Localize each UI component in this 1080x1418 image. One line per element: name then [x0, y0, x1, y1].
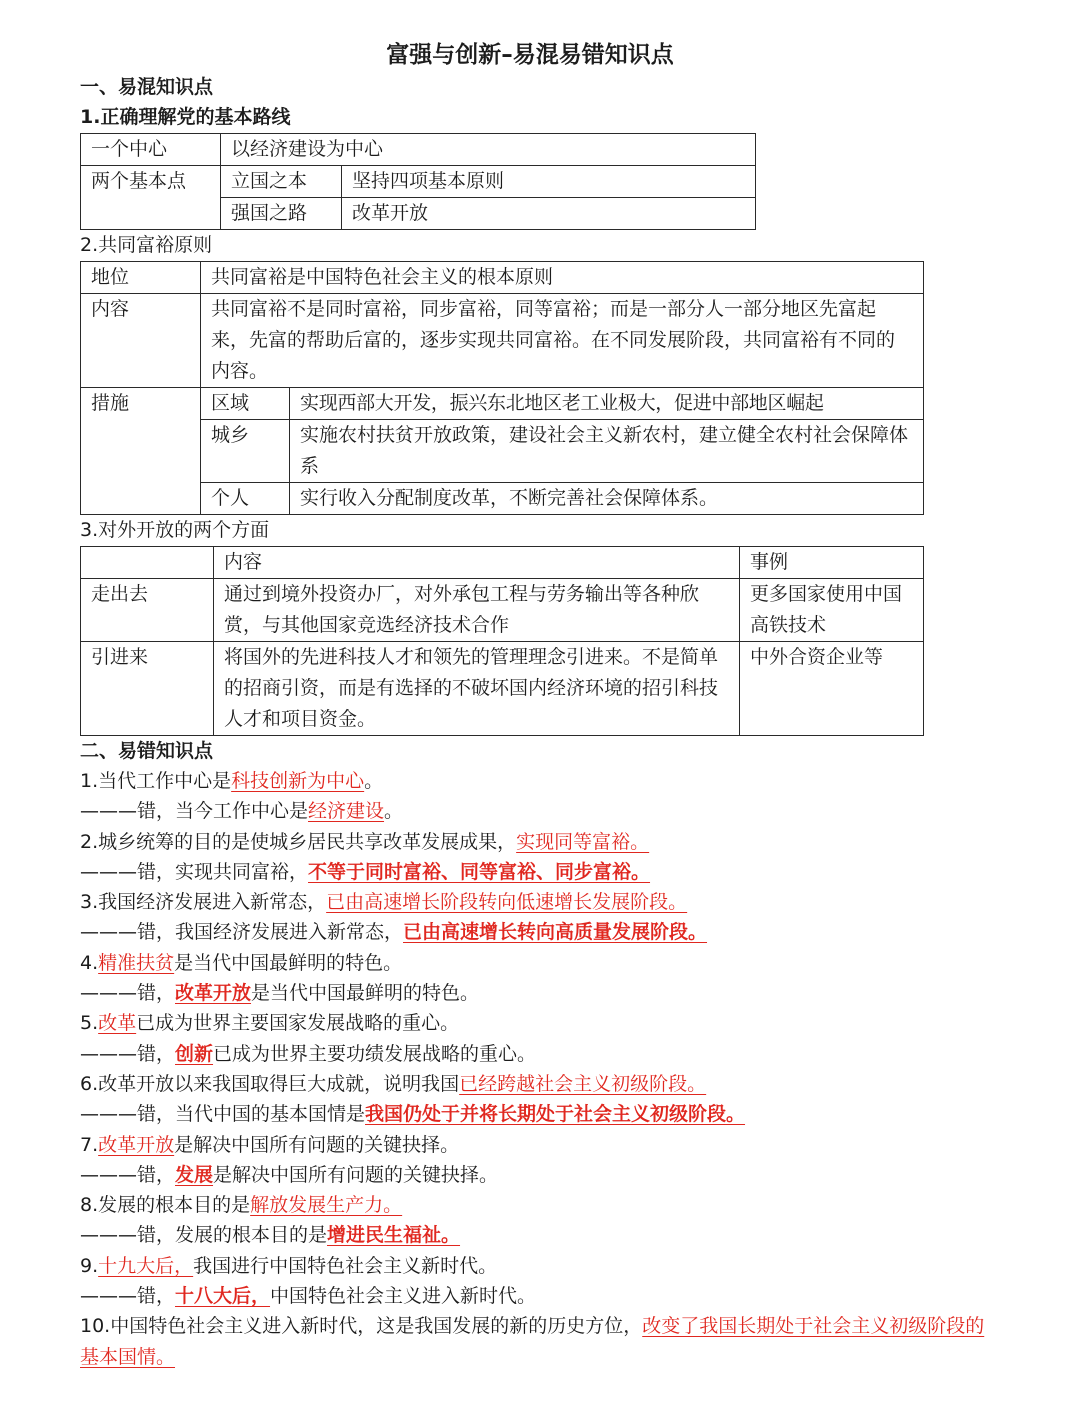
- table-cell: 区域: [201, 388, 290, 420]
- statement-text: 4.: [80, 951, 99, 974]
- table-cell: 共同富裕不是同时富裕，同步富裕，同等富裕；而是一部分人一部分地区先富起来，先富的帮助后富的，逐步实现共同富裕。在不同发展阶段，共同富裕有不同的内容。: [201, 294, 924, 388]
- list-item: [80, 1251, 1000, 1281]
- table-cell: 走出去: [81, 579, 214, 642]
- table-cell: 立国之本: [221, 166, 342, 198]
- correction-text: 。: [384, 800, 404, 823]
- table1-heading: 1.正确理解党的基本路线: [80, 106, 291, 128]
- correct-highlight: 创新: [175, 1042, 214, 1065]
- mistake-list: [80, 766, 1000, 1372]
- list-item: [80, 796, 1000, 826]
- correction-text: ———错，: [80, 1163, 176, 1186]
- statement-text: 5.: [80, 1012, 99, 1035]
- table-cell: 地位: [81, 262, 201, 294]
- statement-text: 6.改革开放以来我国取得巨大成就，说明我国: [80, 1072, 460, 1095]
- list-item: [80, 917, 1000, 947]
- statement-text: 9.: [80, 1254, 99, 1277]
- table-cell: 强国之路: [221, 198, 342, 230]
- table-cell: 共同富裕是中国特色社会主义的根本原则: [201, 262, 924, 294]
- correction-text: ———错，: [80, 982, 176, 1005]
- statement-text: 8.发展的根本目的是: [80, 1194, 251, 1217]
- list-item: [80, 1099, 1000, 1129]
- statement-text: 是当代中国最鲜明的特色。: [174, 951, 403, 974]
- wrong-highlight: 科技创新为中心: [231, 770, 365, 792]
- wrong-highlight: 十九大后，: [98, 1254, 194, 1277]
- opening-up-table: [80, 546, 924, 736]
- common-prosperity-table: [80, 261, 924, 515]
- section-heading-confusing: 一、易混知识点: [80, 76, 214, 98]
- correction-text: ———错，发展的根本目的是: [80, 1224, 328, 1247]
- table-cell: 改革开放: [342, 198, 756, 230]
- table-cell: 将国外的先进科技人才和领先的管理理念引进来。不是简单的招商引资，而是有选择的不破坏国内经济环境的招引科技人才和项目资金。: [214, 642, 740, 736]
- correction-text: ———错，我国经济发展进入新常态，: [80, 921, 404, 944]
- list-item: [80, 1039, 1000, 1069]
- list-item: [80, 887, 1000, 917]
- table-cell: 个人: [201, 483, 290, 515]
- wrong-highlight: 已经跨越社会主义初级阶段。: [459, 1072, 707, 1095]
- table-cell: [81, 547, 214, 579]
- correction-text: ———错，当今工作中心是: [80, 800, 309, 823]
- table-cell: 中外合资企业等: [740, 642, 924, 736]
- wrong-highlight: 实现同等富裕。: [516, 830, 650, 853]
- correction-text: 中国特色社会主义进入新时代。: [270, 1285, 537, 1308]
- list-item: [80, 1311, 990, 1372]
- table-cell: 城乡: [201, 420, 290, 483]
- list-item: [80, 766, 1000, 796]
- statement-text: 7.: [80, 1133, 99, 1156]
- statement-text: 10.中国特色社会主义进入新时代，这是我国发展的新的历史方位，: [80, 1315, 643, 1338]
- wrong-highlight: 改革: [98, 1012, 137, 1035]
- statement-text: 3.我国经济发展进入新常态，: [80, 891, 327, 914]
- statement-text: 我国进行中国特色社会主义新时代。: [193, 1254, 498, 1277]
- list-item: [80, 1069, 1000, 1099]
- statement-text: 是解决中国所有问题的关键抉择。: [174, 1133, 460, 1156]
- table-cell: 内容: [81, 294, 201, 388]
- table-cell: 一个中心: [81, 134, 221, 166]
- table-cell: 通过到境外投资办厂，对外承包工程与劳务输出等各种欣赏，与其他国家竞选经济技术合作: [214, 579, 740, 642]
- table-cell: 以经济建设为中心: [221, 134, 756, 166]
- wrong-highlight: 精准扶贫: [98, 951, 175, 974]
- correct-highlight: 我国仍处于并将长期处于社会主义初级阶段。: [365, 1103, 746, 1126]
- correction-text: ———错，当代中国的基本国情是: [80, 1103, 366, 1126]
- document-page: [80, 38, 1000, 1372]
- correct-highlight: 经济建设: [308, 800, 385, 823]
- list-item: [80, 1190, 1000, 1220]
- table-cell: 措施: [81, 388, 201, 515]
- table-cell: 两个基本点: [81, 166, 221, 230]
- table-cell: 事例: [740, 547, 924, 579]
- list-item: [80, 978, 1000, 1008]
- statement-text: 。: [364, 770, 384, 792]
- list-item: [80, 948, 1000, 978]
- table-cell: 更多国家使用中国高铁技术: [740, 579, 924, 642]
- statement-text: 2.城乡统筹的目的是使城乡居民共享改革发展成果，: [80, 830, 517, 853]
- correct-highlight: 改革开放: [175, 982, 252, 1005]
- table-cell: 引进来: [81, 642, 214, 736]
- list-item: [80, 1220, 1000, 1250]
- table-cell: 内容: [214, 547, 740, 579]
- wrong-highlight: 改革开放: [98, 1133, 175, 1156]
- list-item: [80, 1130, 1000, 1160]
- page-title: 富强与创新–易混易错知识点: [386, 42, 674, 68]
- correct-highlight: 十八大后，: [175, 1285, 271, 1308]
- list-item: [80, 857, 1000, 887]
- table-cell: 实行收入分配制度改革，不断完善社会保障体系。: [290, 483, 924, 515]
- table-cell: 坚持四项基本原则: [342, 166, 756, 198]
- section-heading-mistakes: 二、易错知识点: [80, 740, 214, 762]
- list-item: [80, 1008, 1000, 1038]
- correction-text: 已成为世界主要功绩发展战略的重心。: [213, 1042, 537, 1065]
- correction-text: 是当代中国最鲜明的特色。: [251, 982, 480, 1005]
- correction-text: ———错，实现共同富裕，: [80, 860, 309, 883]
- list-item: [80, 827, 1000, 857]
- correct-highlight: 已由高速增长转向高质量发展阶段。: [403, 921, 708, 944]
- wrong-highlight: 已由高速增长阶段转向低速增长发展阶段。: [326, 891, 688, 914]
- wrong-highlight: 改变了我国长期处于社会主义初级阶段的基本国情。: [80, 1315, 985, 1368]
- correction-text: 是解决中国所有问题的关键抉择。: [213, 1163, 499, 1186]
- list-item: [80, 1160, 1000, 1190]
- table-cell: 实现西部大开发，振兴东北地区老工业极大，促进中部地区崛起: [290, 388, 924, 420]
- table-cell: 实施农村扶贫开放政策，建设社会主义新农村，建立健全农村社会保障体系: [290, 420, 924, 483]
- list-item: [80, 1281, 1000, 1311]
- statement-text: 已成为世界主要国家发展战略的重心。: [136, 1012, 460, 1035]
- statement-text: 1.当代工作中心是: [80, 770, 232, 792]
- table3-heading: 3.对外开放的两个方面: [80, 519, 270, 541]
- correct-highlight: 发展: [175, 1163, 214, 1186]
- correct-highlight: 增进民生福祉。: [327, 1224, 461, 1247]
- correct-highlight: 不等于同时富裕、同等富裕、同步富裕。: [308, 860, 651, 883]
- correction-text: ———错，: [80, 1042, 176, 1065]
- wrong-highlight: 解放发展生产力。: [250, 1194, 403, 1217]
- basic-line-table: [80, 133, 756, 230]
- correction-text: ———错，: [80, 1285, 176, 1308]
- table2-heading: 2.共同富裕原则: [80, 234, 213, 256]
